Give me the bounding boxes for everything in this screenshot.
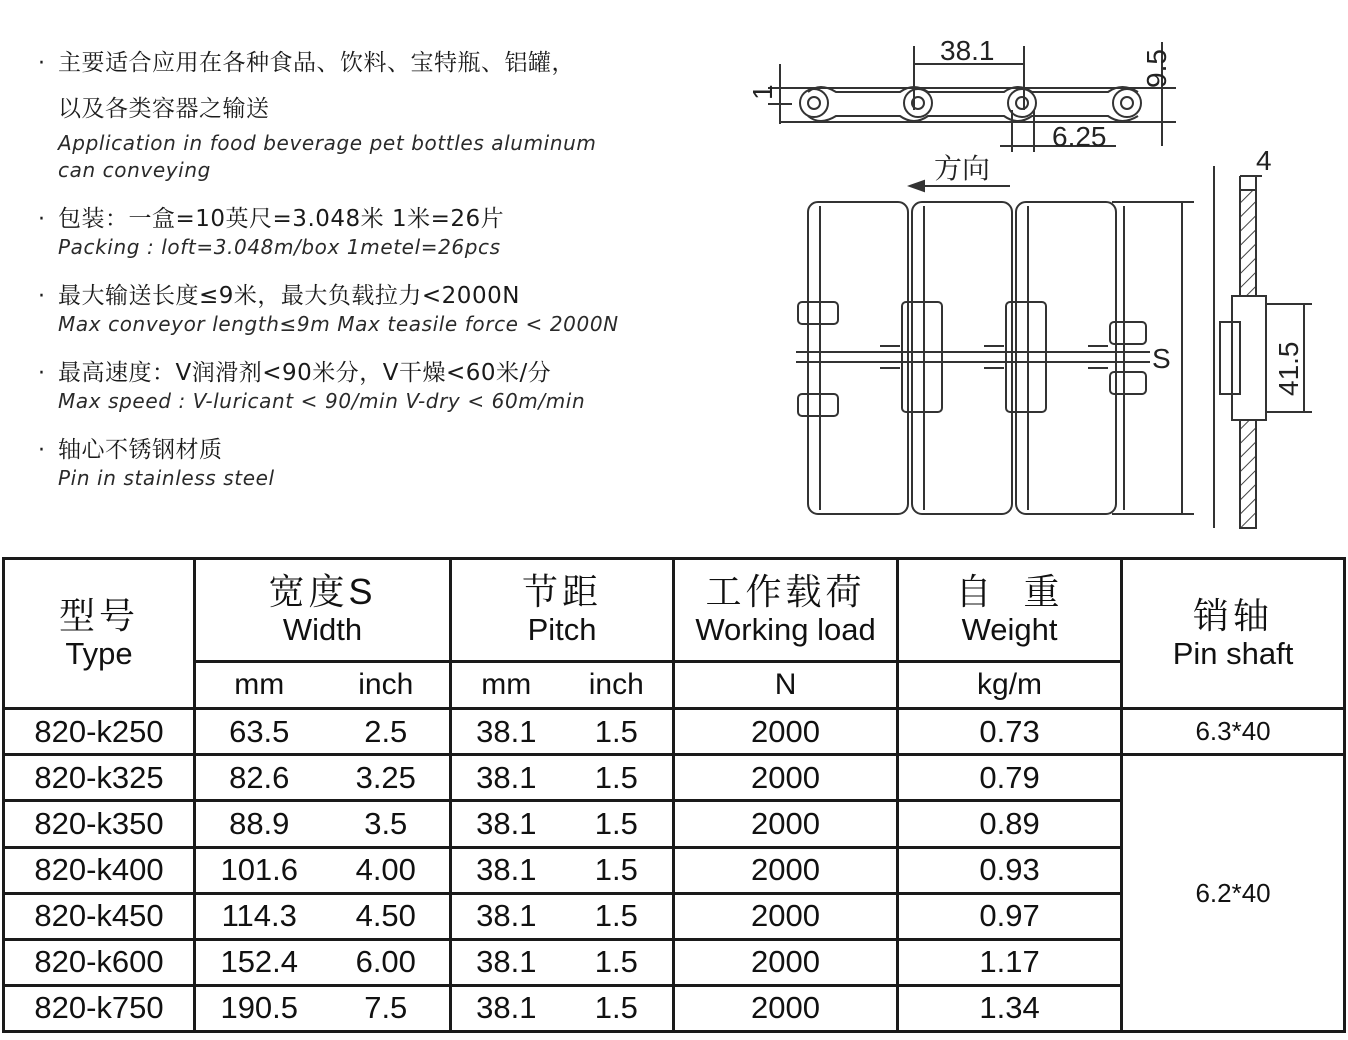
pitch-inch-cell: 1.5	[561, 893, 674, 939]
table-row	[4, 709, 1345, 755]
weight-cell: 0.73	[898, 709, 1122, 755]
feature-en: Application in food beverage pet bottles aluminum	[58, 131, 597, 155]
weight-header-cn: 自 重	[955, 571, 1064, 613]
feature-cn-line2: 以及各类容器之输送	[58, 96, 270, 122]
pitch-inch-cell: 1.5	[561, 801, 674, 847]
top-view	[796, 202, 1194, 514]
width-mm-cell: 114.3	[195, 893, 323, 939]
bullet-dot: ·	[38, 361, 45, 386]
type-cell: 820-k600	[4, 939, 195, 985]
pitch-inch-cell: 1.5	[561, 709, 674, 755]
type-cell: 820-k250	[4, 709, 195, 755]
width-mm-cell: 63.5	[195, 709, 323, 755]
bullet-dot: ·	[38, 284, 45, 309]
bullet-dot: ·	[38, 438, 45, 463]
pitch-inch-cell: 1.5	[561, 755, 674, 801]
pitch-mm-cell: 38.1	[451, 847, 561, 893]
pitch-inch-cell: 1.5	[561, 985, 674, 1031]
type-header	[4, 559, 195, 709]
weight-cell: 0.89	[898, 801, 1122, 847]
pin-header-cn: 销轴	[1193, 594, 1274, 636]
pin-circles	[800, 89, 1141, 117]
feature-en: Pin in stainless steel	[58, 466, 275, 490]
width-inch-cell: 6.00	[323, 939, 451, 985]
pin-shaft-cell: 6.3*40	[1122, 709, 1345, 755]
feature-cn: 最高速度：V润滑剂<90米分，V干燥<60米/分	[58, 360, 552, 386]
feature-en: Max conveyor length≤9m Max teasile force < 2000N	[58, 312, 619, 336]
pin-shaft-cell: 6.2*40	[1122, 755, 1345, 1032]
type-cell: 820-k325	[4, 755, 195, 801]
pitch-mm-cell: 38.1	[451, 755, 561, 801]
type-cell: 820-k350	[4, 801, 195, 847]
feature-cn: 包装：一盒=10英尺=3.048米 1米=26片	[58, 206, 505, 232]
pitch-header-cn: 节距	[522, 571, 603, 613]
width-inch-cell: 4.50	[323, 893, 451, 939]
width-inch-cell: 3.5	[323, 801, 451, 847]
pitch-header	[451, 559, 674, 662]
pitch-inch-cell: 1.5	[561, 939, 674, 985]
dim-pin-span: 41.5	[1273, 341, 1304, 396]
width-mm-cell: 190.5	[195, 985, 323, 1031]
load-unit: N	[674, 662, 898, 709]
type-cell: 820-k750	[4, 985, 195, 1031]
load-cell: 2000	[674, 801, 898, 847]
width-inch-unit: inch	[323, 662, 451, 709]
load-header	[674, 559, 898, 662]
width-label-s: S	[1152, 343, 1171, 374]
type-header-en: Type	[65, 635, 133, 671]
pitch-mm-cell: 38.1	[451, 939, 561, 985]
load-cell: 2000	[674, 847, 898, 893]
dim-pitch: 38.1	[940, 35, 995, 66]
load-header-cn: 工作载荷	[705, 571, 866, 613]
weight-unit: kg/m	[898, 662, 1122, 709]
weight-header	[898, 559, 1122, 662]
pitch-inch-cell: 1.5	[561, 847, 674, 893]
pitch-mm-cell: 38.1	[451, 801, 561, 847]
header-row	[4, 559, 1345, 662]
width-header-en: Width	[282, 612, 363, 648]
pitch-mm-cell: 38.1	[451, 985, 561, 1031]
width-mm-cell: 88.9	[195, 801, 323, 847]
type-cell: 820-k400	[4, 847, 195, 893]
pin-header-en: Pin shaft	[1172, 635, 1294, 671]
pitch-header-en: Pitch	[527, 612, 597, 648]
hinge-tabs	[798, 302, 1146, 416]
type-header-cn: 型号	[58, 594, 139, 636]
load-cell: 2000	[674, 893, 898, 939]
type-cell: 820-k450	[4, 893, 195, 939]
width-mm-unit: mm	[195, 662, 323, 709]
feature-en-line2: can conveying	[58, 158, 211, 182]
width-mm-cell: 82.6	[195, 755, 323, 801]
direction-label: 方向	[934, 153, 991, 184]
width-mm-cell: 101.6	[195, 847, 323, 893]
load-cell: 2000	[674, 755, 898, 801]
weight-cell: 1.34	[898, 985, 1122, 1031]
feature-cn: 轴心不锈钢材质	[58, 437, 223, 463]
pitch-mm-cell: 38.1	[451, 709, 561, 755]
pin-header	[1122, 559, 1345, 709]
feature-cn: 最大输送长度≤9米，最大负载拉力<2000N	[58, 283, 520, 309]
weight-cell: 0.79	[898, 755, 1122, 801]
feature-en: Max speed : V-luricant < 90/min V-dry < 60m/min	[58, 389, 586, 413]
width-inch-cell: 2.5	[323, 709, 451, 755]
weight-header-en: Weight	[961, 612, 1058, 648]
feature-en: Packing : loft=3.048m/box 1metel=26pcs	[58, 235, 501, 259]
weight-cell: 1.17	[898, 939, 1122, 985]
pitch-mm-cell: 38.1	[451, 893, 561, 939]
weight-cell: 0.97	[898, 893, 1122, 939]
table-row	[4, 755, 1345, 801]
dim-height: 9.5	[1141, 49, 1172, 88]
width-header	[195, 559, 451, 662]
feature-cn: 主要适合应用在各种食品、饮料、宝特瓶、铝罐，	[58, 50, 575, 76]
load-cell: 2000	[674, 709, 898, 755]
width-mm-cell: 152.4	[195, 939, 323, 985]
width-inch-cell: 4.00	[323, 847, 451, 893]
width-inch-cell: 3.25	[323, 755, 451, 801]
load-cell: 2000	[674, 985, 898, 1031]
pitch-inch-unit: inch	[561, 662, 674, 709]
bullet-dot: ·	[38, 51, 45, 76]
load-cell: 2000	[674, 939, 898, 985]
dim-thickness: 4	[1256, 145, 1272, 176]
spec-table	[2, 557, 1346, 1033]
dim-offset: 6.25	[1052, 121, 1107, 152]
width-header-cn: 宽度S	[268, 571, 377, 613]
weight-cell: 0.93	[898, 847, 1122, 893]
dim-one: 1	[747, 84, 778, 100]
pitch-mm-unit: mm	[451, 662, 561, 709]
width-inch-cell: 7.5	[323, 985, 451, 1031]
bullet-dot: ·	[38, 207, 45, 232]
load-header-en: Working load	[695, 612, 876, 648]
